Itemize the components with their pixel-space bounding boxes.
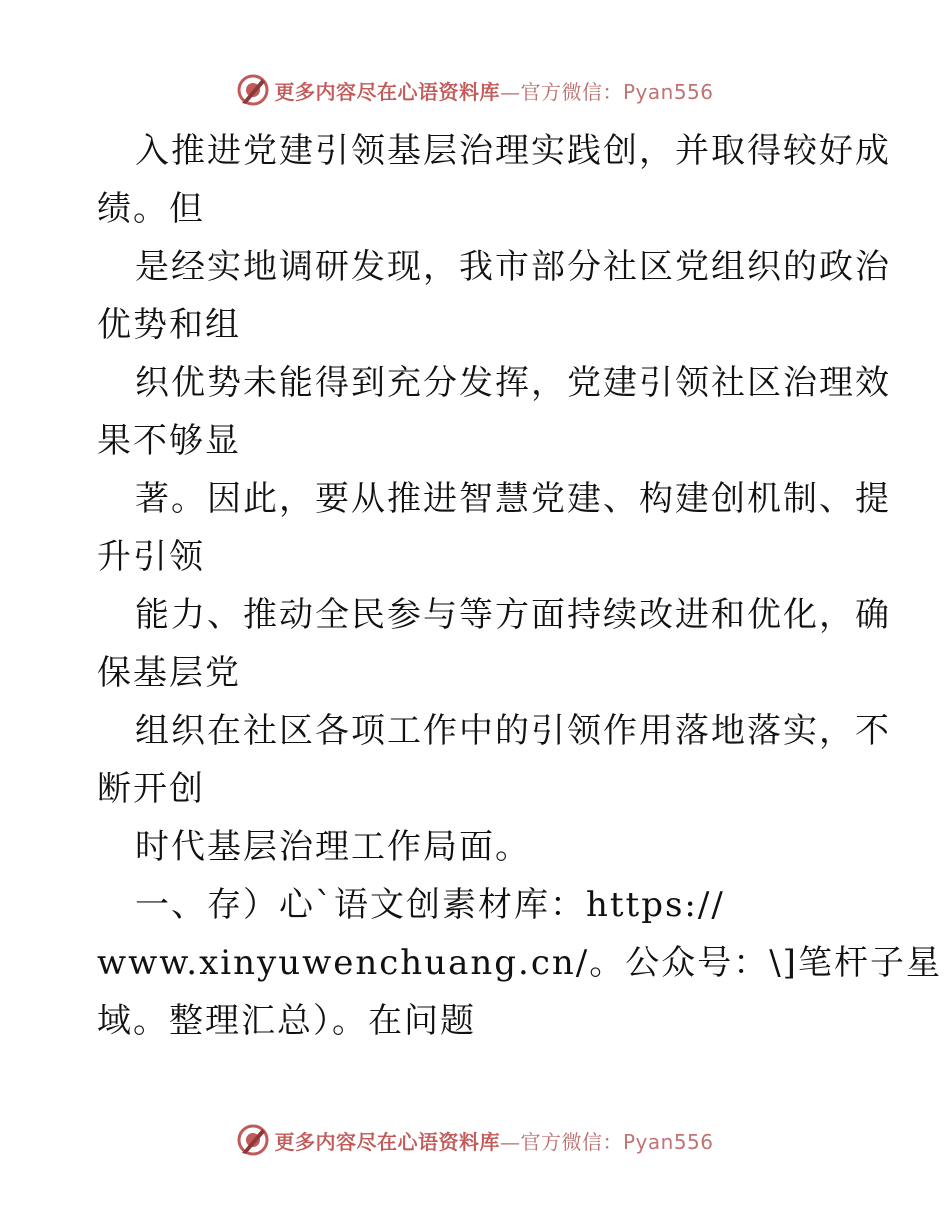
body-line: 果不够显: [97, 421, 241, 461]
banner-dash: —: [499, 79, 521, 104]
document-body: [97, 122, 942, 1050]
banner-text: [274, 1126, 713, 1155]
body-line: 断开创: [97, 769, 205, 809]
body-line: 绩。但: [97, 189, 205, 229]
banner-label: 官方微信：: [520, 79, 623, 104]
body-line: 域。整理汇总）。在问题: [97, 1001, 476, 1041]
body-line: 优势和组: [97, 305, 241, 345]
body-line: 著。因此，要从推进智慧党建、构建创机制、提: [135, 479, 891, 519]
quill-seal-icon: [236, 73, 270, 107]
body-line: 入推进党建引领基层治理实践创，并取得较好成: [135, 131, 891, 171]
body-line: 升引领: [97, 537, 205, 577]
banner-main-text: 更多内容尽在心语资料库: [274, 79, 500, 104]
header-banner: [0, 70, 950, 110]
body-line-link: www.xinyuwenchuang.cn/。公众号：\]笔杆子星: [97, 943, 942, 983]
banner-text: [274, 76, 713, 105]
banner-wechat-id: Pyan556: [622, 79, 714, 104]
footer-banner: [0, 1120, 950, 1160]
body-line-link: 一、存）心`语文创素材库：https://: [135, 885, 725, 925]
body-line: 时代基层治理工作局面。: [135, 827, 531, 867]
quill-seal-icon: [236, 1123, 270, 1157]
banner-label: 官方微信：: [520, 1129, 623, 1154]
banner-main-text: 更多内容尽在心语资料库: [274, 1129, 500, 1154]
body-line: 能力、推动全民参与等方面持续改进和优化，确: [135, 595, 891, 635]
body-line: 是经实地调研发现，我市部分社区党组织的政治: [135, 247, 891, 287]
banner-dash: —: [499, 1129, 521, 1154]
body-line: 保基层党: [97, 653, 241, 693]
body-line: 组织在社区各项工作中的引领作用落地落实，不: [135, 711, 891, 751]
banner-wechat-id: Pyan556: [622, 1129, 714, 1154]
body-line: 织优势未能得到充分发挥，党建引领社区治理效: [135, 363, 891, 403]
